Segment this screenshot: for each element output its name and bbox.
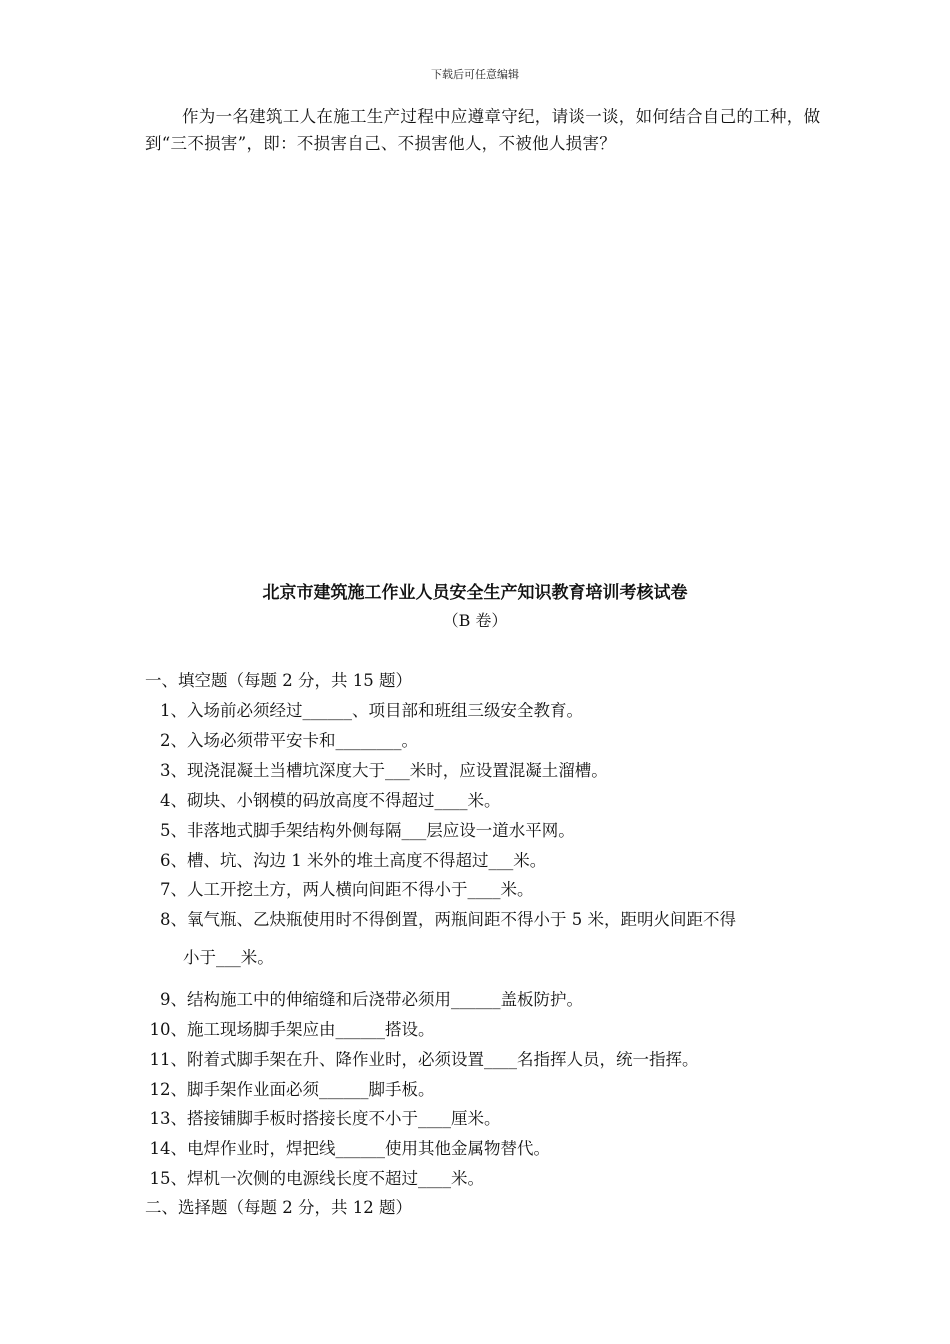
- question-text: 槽、坑、沟边 1 米外的堆土高度不得超过___米。: [187, 851, 547, 870]
- question-text: 砌块、小钢模的码放高度不得超过____米。: [187, 791, 501, 810]
- exam-subtitle: （B 卷）: [442, 611, 508, 630]
- question-text-continued: 小于___米。: [183, 948, 274, 967]
- question-item: [145, 906, 736, 967]
- question-item: [145, 817, 575, 841]
- question-number: 13、: [149, 1109, 187, 1128]
- question-item: [145, 787, 501, 811]
- section2-heading: 二、选择题（每题 2 分，共 12 题）: [145, 1198, 412, 1217]
- question-item: [145, 1046, 699, 1070]
- question-item: [145, 847, 546, 871]
- question-text: 脚手架作业面必须______脚手板。: [187, 1080, 435, 1099]
- question-text: 入场前必须经过______、项目部和班组三级安全教育。: [187, 701, 583, 720]
- question-number: 8、: [160, 910, 187, 929]
- question-text: 非落地式脚手架结构外侧每隔___层应设一道水平网。: [187, 821, 575, 840]
- question-number: 15、: [149, 1169, 187, 1188]
- essay-question: 作为一名建筑工人在施工生产过程中应遵章守纪，请谈一谈，如何结合自己的工种，做到“三不损害”，即：不损害自己、不损害他人，不被他人损害？: [145, 107, 821, 153]
- question-item: [145, 757, 608, 781]
- question-item: [145, 1165, 484, 1189]
- question-number: 9、: [160, 990, 187, 1009]
- question-item: [145, 1105, 501, 1129]
- question-number: 12、: [149, 1080, 187, 1099]
- question-item: [145, 986, 583, 1010]
- question-number: 5、: [160, 821, 187, 840]
- question-item: [145, 1016, 435, 1040]
- question-text: 电焊作业时，焊把线______使用其他金属物替代。: [187, 1139, 550, 1158]
- question-number: 3、: [160, 761, 187, 780]
- question-number: 7、: [160, 880, 187, 899]
- question-number: 1、: [160, 701, 187, 720]
- question-number: 4、: [160, 791, 187, 810]
- question-item: [145, 697, 583, 721]
- question-item: [145, 876, 534, 900]
- exam-title: 北京市建筑施工作业人员安全生产知识教育培训考核试卷: [262, 583, 688, 603]
- question-text: 焊机一次侧的电源线长度不超过____米。: [187, 1169, 484, 1188]
- question-item: [145, 1135, 550, 1159]
- question-text: 入场必须带平安卡和________。: [187, 731, 418, 750]
- question-number: 10、: [149, 1020, 187, 1039]
- question-text: 现浇混凝土当槽坑深度大于___米时，应设置混凝土溜槽。: [187, 761, 608, 780]
- question-item: [145, 727, 418, 751]
- section1-heading: 一、填空题（每题 2 分，共 15 题）: [145, 671, 412, 690]
- question-text: 施工现场脚手架应由______搭设。: [187, 1020, 435, 1039]
- question-text: 氧气瓶、乙炔瓶使用时不得倒置，两瓶间距不得小于 5 米，距明火间距不得: [187, 910, 736, 929]
- question-text: 人工开挖土方，两人横向间距不得小于____米。: [187, 880, 534, 899]
- question-item: [145, 1076, 435, 1100]
- question-text: 附着式脚手架在升、降作业时，必须设置____名指挥人员，统一指挥。: [187, 1050, 699, 1069]
- question-number: 14、: [149, 1139, 187, 1158]
- question-text: 搭接铺脚手板时搭接长度不小于____厘米。: [187, 1109, 501, 1128]
- question-number: 2、: [160, 731, 187, 750]
- question-number: 11、: [149, 1050, 187, 1069]
- question-text: 结构施工中的伸缩缝和后浇带必须用______盖板防护。: [187, 990, 583, 1009]
- header-note: 下载后可任意编辑: [431, 68, 519, 81]
- question-number: 6、: [160, 851, 187, 870]
